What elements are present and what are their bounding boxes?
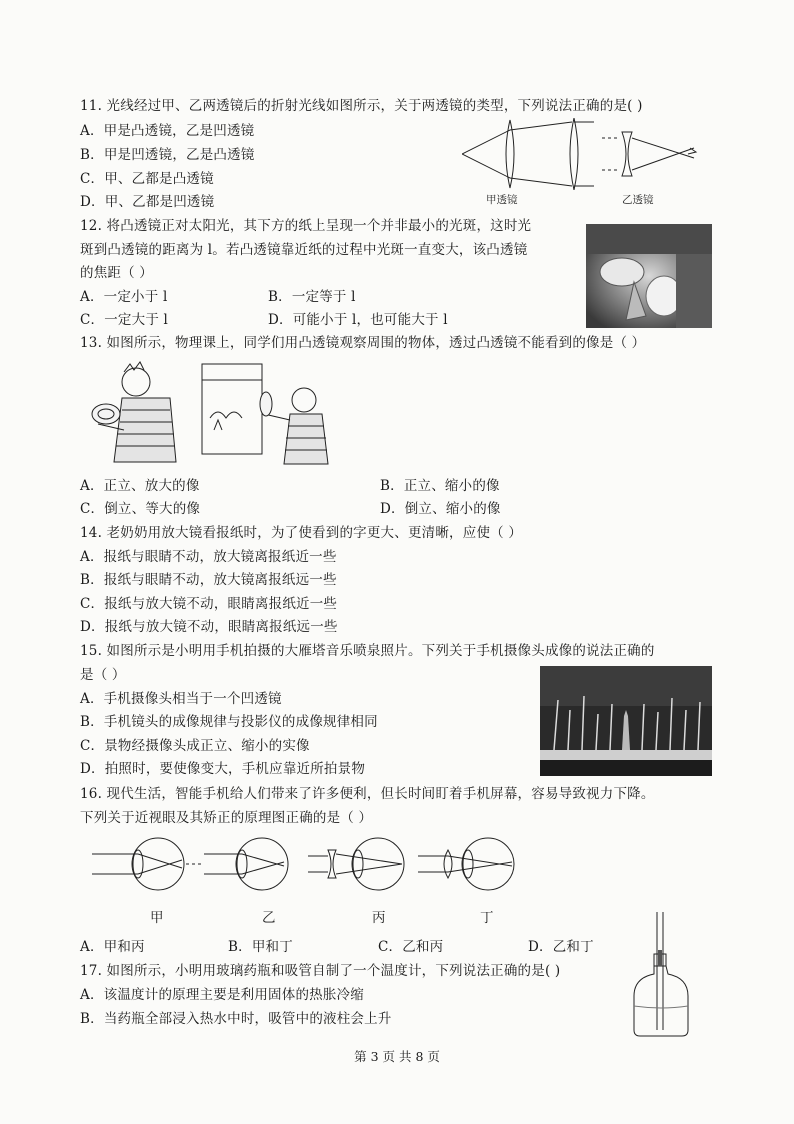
q15-option-a: A．手机摄像头相当于一个凹透镜 (80, 691, 282, 707)
q11-option-b: B．甲是凹透镜，乙是凸透镜 (80, 147, 255, 163)
q12-sunlight-photo (586, 224, 712, 328)
q15-stem-line1: 15. 如图所示是小明用手机拍摄的大雁塔音乐喷泉照片。下列关于手机摄像头成像的说法正确的 (80, 643, 655, 659)
q15-stem-line2: 是（ ） (80, 667, 126, 683)
q11-label-jia: 甲透镜 (486, 194, 518, 206)
q17-stem: 17. 如图所示，小明用玻璃药瓶和吸管自制了一个温度计，下列说法正确的是( ) (80, 963, 561, 979)
q16-option-c: C．乙和丙 (378, 939, 444, 955)
q14-option-d: D．报纸与放大镜不动，眼睛离报纸远一些 (80, 619, 338, 635)
q11-stem: 11. 光线经过甲、乙两透镜后的折射光线如图所示，关于两透镜的类型，下列说法正确的是( ) (80, 98, 643, 114)
q16-stem-line2: 下列关于近视眼及其矫正的原理图正确的是（ ） (80, 810, 373, 826)
q15-option-c: C．景物经摄像头成正立、缩小的实像 (80, 738, 310, 754)
q14-stem: 14. 老奶奶用放大镜看报纸时，为了使看到的字更大、更清晰，应使（ ） (80, 525, 523, 541)
q16-label-bing: 丙 (372, 910, 386, 926)
q17-option-b: B．当药瓶全部浸入热水中时，吸管中的液柱会上升 (80, 1011, 392, 1027)
q15-fountain-photo (540, 666, 712, 776)
q13-stem: 13. 如图所示，物理课上，同学们用凸透镜观察周围的物体，透过凸透镜不能看到的像是（ ） (80, 335, 646, 351)
q14-option-c: C．报纸与放大镜不动，眼睛离报纸近一些 (80, 596, 338, 612)
q11-label-yi: 乙透镜 (622, 194, 654, 206)
q16-option-b: B．甲和丁 (228, 939, 293, 955)
q16-option-d: D．乙和丁 (528, 939, 594, 955)
q13-option-b: B．正立、缩小的像 (380, 478, 500, 494)
q11-lens-figure (462, 118, 702, 190)
q14-option-a: A．报纸与眼睛不动，放大镜离报纸近一些 (80, 549, 337, 565)
q12-stem-line2: 斑到凸透镜的距离为 l。若凸透镜靠近纸的过程中光斑一直变大，该凸透镜 (80, 242, 528, 258)
q16-eye-diagrams (92, 836, 532, 896)
q12-stem-line3: 的焦距（ ） (80, 265, 153, 281)
page-footer: 第 3 页 共 8 页 (354, 1049, 440, 1064)
q16-label-yi: 乙 (262, 910, 276, 926)
q12-option-c: C．一定大于 l (80, 312, 169, 328)
q13-magnifier-figure (84, 358, 348, 468)
q17-option-a: A．该温度计的原理主要是利用固体的热胀冷缩 (80, 987, 364, 1003)
q14-option-b: B．报纸与眼睛不动，放大镜离报纸远一些 (80, 572, 337, 588)
q11-option-a: A．甲是凸透镜，乙是凹透镜 (80, 123, 255, 139)
q16-label-ding: 丁 (480, 910, 494, 926)
q12-option-a: A．一定小于 l (80, 289, 168, 305)
q12-option-d: D．可能小于 l，也可能大于 l (268, 312, 448, 328)
q15-option-d: D．拍照时，要使像变大，手机应靠近所拍景物 (80, 761, 366, 777)
q11-option-c: C．甲、乙都是凸透镜 (80, 171, 214, 187)
q12-option-b: B．一定等于 l (268, 289, 356, 305)
q16-stem-line1: 16. 现代生活，智能手机给人们带来了许多便利，但长时间盯着手机屏幕，容易导致视力下降。 (80, 786, 655, 802)
q12-stem-line1: 12. 将凸透镜正对太阳光，其下方的纸上呈现一个并非最小的光斑，这时光 (80, 218, 532, 234)
q13-option-c: C．倒立、等大的像 (80, 501, 201, 517)
q15-option-b: B．手机镜头的成像规律与投影仪的成像规律相同 (80, 714, 378, 730)
q13-option-d: D．倒立、缩小的像 (380, 501, 501, 517)
q11-option-d: D．甲、乙都是凹透镜 (80, 194, 215, 210)
q17-bottle-thermometer (630, 910, 692, 1038)
q16-label-jia: 甲 (150, 910, 164, 926)
q13-option-a: A．正立、放大的像 (80, 478, 200, 494)
q16-option-a: A．甲和丙 (80, 939, 145, 955)
